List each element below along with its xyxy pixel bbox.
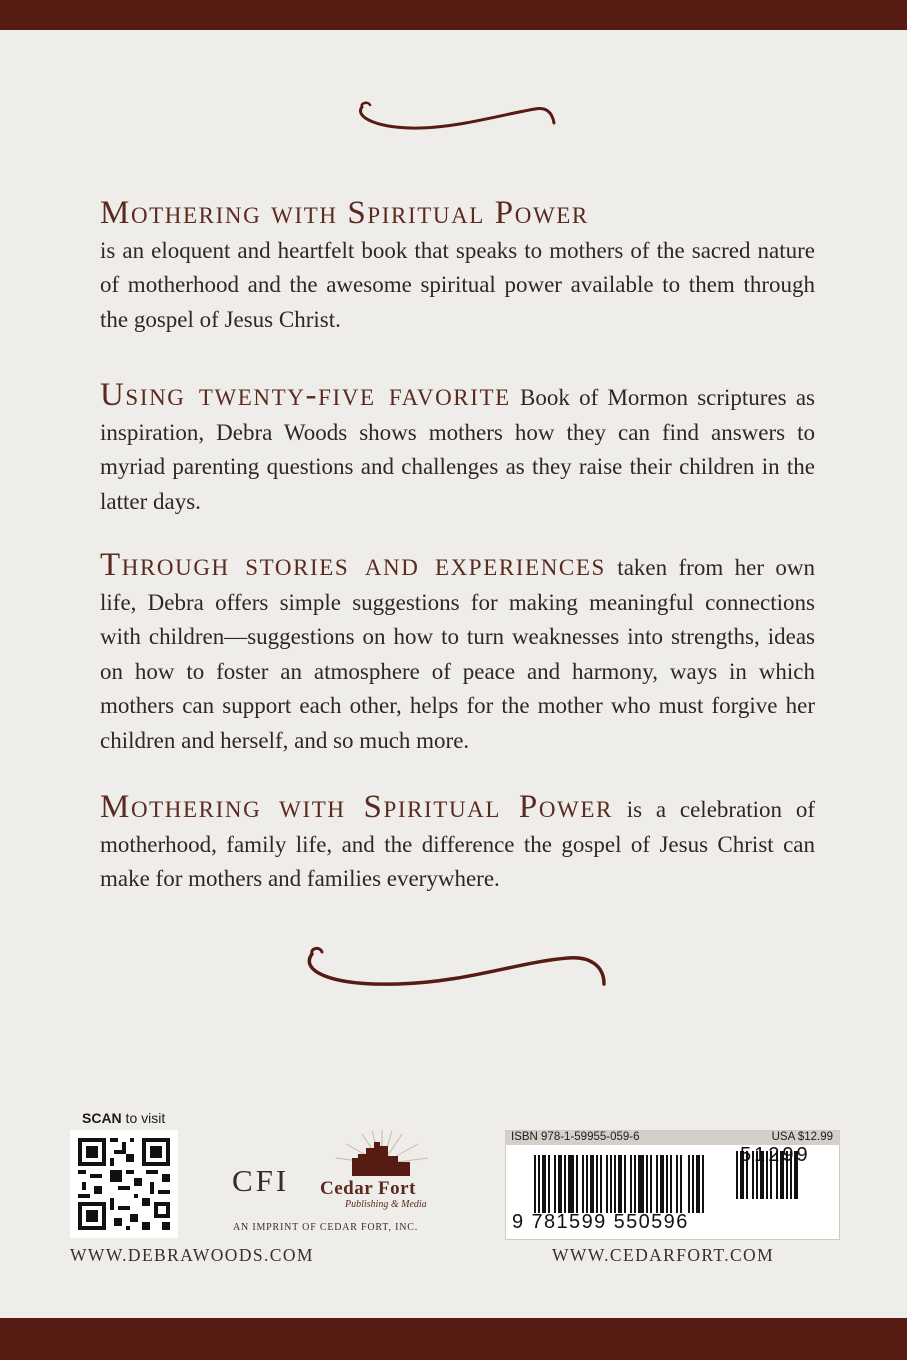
blurb-text: is a celebration of motherhood, family life, and the difference the gospel of Jesus Christ can make for mothers and families everywhere. <box>100 797 816 891</box>
author-website-link[interactable]: WWW.DEBRAWOODS.COM <box>70 1245 314 1265</box>
blurb-paragraph-1 <box>100 196 815 337</box>
cedar-fort-name: Cedar Fort <box>320 1178 416 1199</box>
barcode-bar <box>634 1155 636 1213</box>
barcode-bar <box>558 1155 562 1213</box>
ean-barcode-bars <box>534 1155 734 1213</box>
barcode-bar <box>538 1155 540 1213</box>
scan-label-rest: to visit <box>121 1110 166 1126</box>
barcode-bar <box>630 1155 632 1213</box>
barcode-bar <box>586 1155 588 1213</box>
flourish-ornament-top <box>350 95 560 140</box>
barcode-bar <box>646 1155 648 1213</box>
barcode-bar <box>590 1155 594 1213</box>
barcode-bar <box>542 1155 546 1213</box>
barcode-bar <box>596 1155 598 1213</box>
scan-label: SCAN <box>82 1110 122 1126</box>
barcode-bar <box>582 1155 584 1213</box>
barcode-bar <box>666 1155 668 1213</box>
barcode-bar <box>564 1155 566 1213</box>
top-band <box>0 0 907 30</box>
blurb-text: taken from her own life, Debra offers simple suggestions for making meaningful connections with children—suggestions on how to turn weaknesses into strengths, ideas on how to foster an atmosphere of peace and harmony, ways in which mothers can support each other, helps for the mother who must forgive her children and herself, and so much more. <box>100 555 815 753</box>
cfi-logo-text: CFI <box>232 1163 290 1198</box>
blurb-paragraph-2 <box>100 378 815 519</box>
ean-number: 9 781599 550596 <box>512 1211 689 1233</box>
blurb-paragraph-4 <box>100 790 815 897</box>
barcode-bar <box>614 1155 616 1213</box>
barcode-bar <box>576 1155 578 1213</box>
barcode-bar <box>670 1155 672 1213</box>
blurb-text: Book of Mormon scriptures as inspiration, Debra Woods shows mothers how they can find answers to myriad parenting questions and challenges as they raise their children in the latter days. <box>100 385 815 514</box>
blurb-lead: Through stories and experiences <box>100 547 606 583</box>
barcode-bar <box>650 1155 652 1213</box>
barcode-bar <box>680 1155 682 1213</box>
barcode-bar <box>692 1155 694 1213</box>
blurb-paragraph-3 <box>100 548 815 758</box>
barcode-bar <box>656 1155 658 1213</box>
barcode-bar <box>702 1155 704 1213</box>
cedar-fort-subtitle: Publishing & Media <box>345 1199 427 1210</box>
barcode-bar <box>696 1155 700 1213</box>
blurb-lead: Using twenty-five favorite <box>100 377 511 413</box>
barcode-bar <box>736 1151 738 1199</box>
barcode-bar <box>568 1155 574 1213</box>
barcode-bar <box>534 1155 536 1213</box>
publisher-website-link[interactable]: WWW.CEDARFORT.COM <box>552 1245 775 1265</box>
barcode-bar <box>610 1155 612 1213</box>
addon-code: 51299 <box>740 1144 811 1166</box>
barcode-bar <box>638 1155 644 1213</box>
barcode-bar <box>600 1155 602 1213</box>
barcode-bar <box>676 1155 678 1213</box>
blurb-lead: Mothering with Spiritual Power <box>100 195 589 231</box>
price-label: USA $12.99 <box>771 1131 833 1143</box>
barcode-bar <box>606 1155 608 1213</box>
blurb-lead: Mothering with Spiritual Power <box>100 789 613 825</box>
bottom-band <box>0 1318 907 1360</box>
barcode-bar <box>554 1155 556 1213</box>
isbn-number: ISBN 978-1-59955-059-6 <box>511 1131 640 1143</box>
barcode-bar <box>660 1155 664 1213</box>
barcode-bar <box>624 1155 626 1213</box>
qr-code[interactable] <box>70 1130 178 1238</box>
isbn-barcode <box>505 1130 840 1240</box>
flourish-ornament-bottom <box>298 940 610 1002</box>
blurb-text: is an eloquent and heartfelt book that speaks to mothers of the sacred nature of motherhood and the awesome spiritual power available to them through the gospel of Jesus Christ. <box>100 237 815 332</box>
barcode-bar <box>688 1155 690 1213</box>
barcode-bar <box>618 1155 622 1213</box>
qr-code-icon <box>70 1130 178 1238</box>
scan-caption <box>82 1110 165 1126</box>
isbn-price-strip <box>506 1131 839 1145</box>
barcode-bar <box>548 1155 550 1213</box>
imprint-line: AN IMPRINT OF CEDAR FORT, INC. <box>233 1222 418 1233</box>
